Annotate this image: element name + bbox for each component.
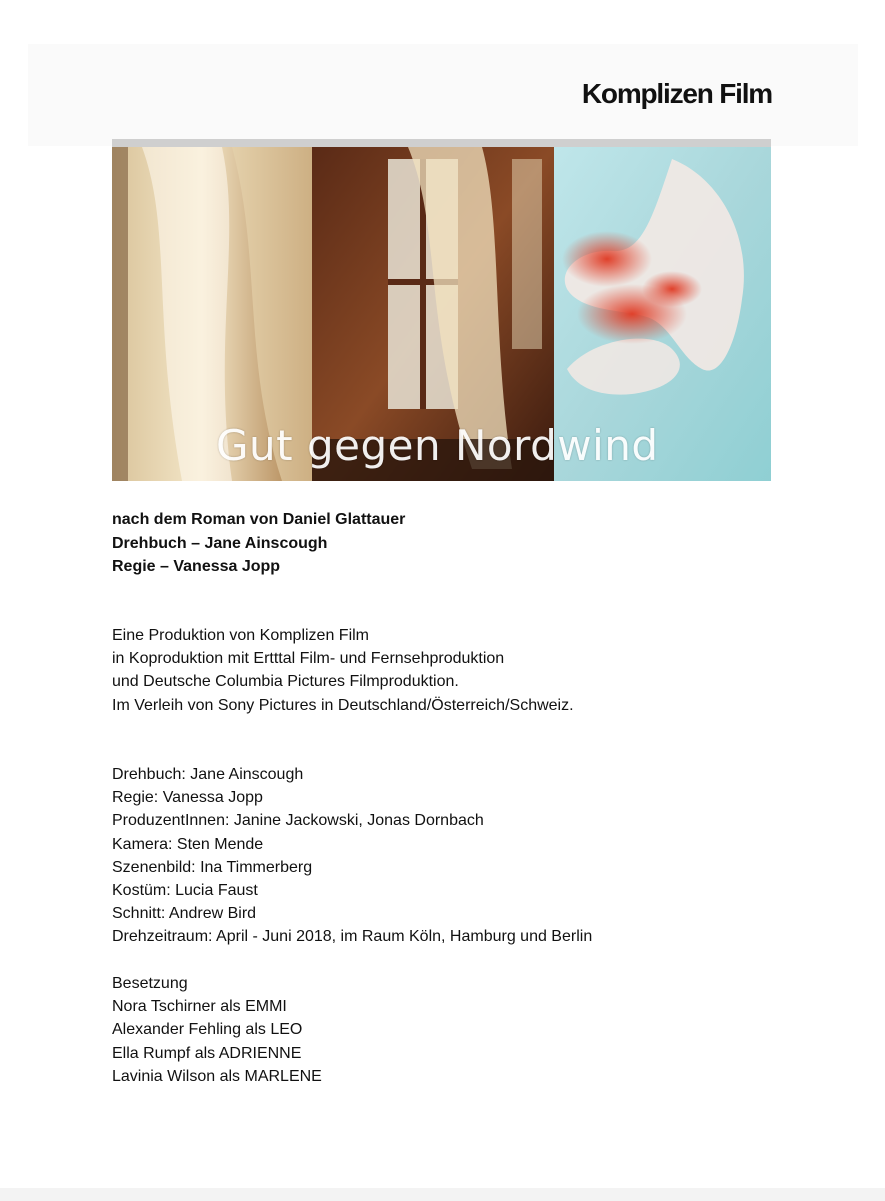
poster-title: Gut gegen Nordwind (216, 421, 659, 470)
crew-line: Kamera: Sten Mende (112, 835, 264, 853)
company-logo: Komplizen Film (581, 78, 772, 109)
crew-line: Drehzeitraum: April - Juni 2018, im Raum Köln, Hamburg und Berlin (112, 928, 593, 946)
crew-line: Regie: Vanessa Jopp (112, 789, 263, 807)
production-line: Im Verleih von Sony Pictures in Deutschland/Österreich/Schweiz. (112, 696, 574, 714)
production-line: und Deutsche Columbia Pictures Filmproduktion. (112, 673, 459, 691)
crew-line: Szenenbild: Ina Timmerberg (112, 858, 313, 876)
cast-member: Nora Tschirner als EMMI (112, 998, 287, 1016)
credit-line: Drehbuch – Jane Ainscough (112, 534, 328, 552)
production-info (112, 624, 574, 717)
film-poster (112, 139, 771, 481)
cast-member: Ella Rumpf als ADRIENNE (112, 1044, 302, 1062)
crew-list (112, 763, 592, 949)
production-line: in Koproduktion mit Ertttal Film- und Fernsehproduktion (112, 650, 505, 668)
page-bottom-strip (0, 1188, 885, 1201)
cast-list (112, 972, 322, 1088)
cast-member: Alexander Fehling als LEO (112, 1021, 303, 1039)
crew-line: ProduzentInnen: Janine Jackowski, Jonas Dornbach (112, 812, 484, 830)
production-line: Eine Produktion von Komplizen Film (112, 627, 370, 644)
cast-heading: Besetzung (112, 975, 188, 992)
credit-line: Regie – Vanessa Jopp (112, 558, 281, 575)
cast-member: Lavinia Wilson als MARLENE (112, 1067, 322, 1085)
crew-line: Drehbuch: Jane Ainscough (112, 766, 304, 783)
crew-line: Kostüm: Lucia Faust (112, 882, 258, 900)
crew-line: Schnitt: Andrew Bird (112, 905, 257, 923)
credit-line: nach dem Roman von Daniel Glattauer (112, 511, 406, 528)
credits-summary (112, 508, 405, 579)
